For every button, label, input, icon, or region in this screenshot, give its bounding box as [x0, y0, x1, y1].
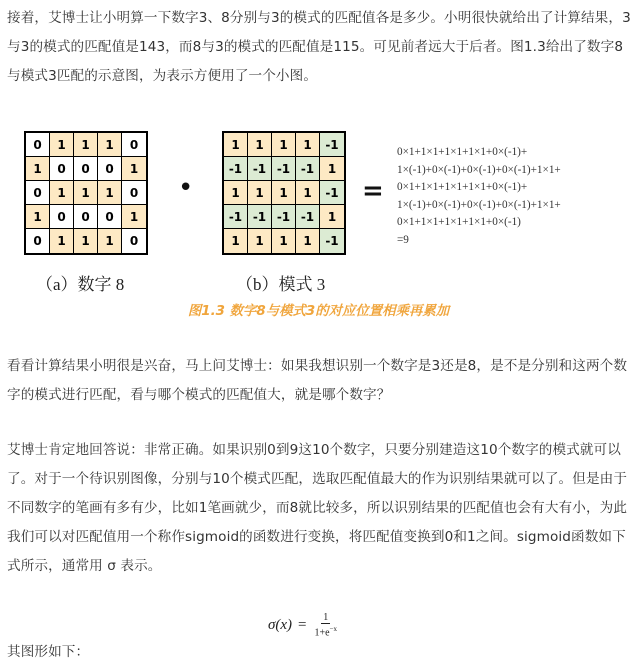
grid_b-cell: 1	[248, 229, 272, 253]
figure-caption: 图1.3 数字8与模式3的对应位置相乘再累加	[187, 304, 450, 319]
pattern-3-grid	[222, 131, 346, 255]
grid_a-cell: 1	[26, 157, 50, 181]
grid_b-cell: 1	[296, 181, 320, 205]
grid_b-cell: 1	[320, 157, 344, 181]
grid_a-cell: 1	[98, 181, 122, 205]
grid_b-cell: -1	[224, 157, 248, 181]
grid_a-cell: 1	[74, 229, 98, 253]
grid_a-cell: 1	[74, 181, 98, 205]
formula-denominator-base: 1+e	[314, 627, 330, 639]
grid_b-cell: 1	[272, 133, 296, 157]
grid_a-cell: 0	[74, 205, 98, 229]
equals-operator: =	[362, 176, 384, 206]
calculation-line: 0×1+1×1+1×1+1×1+0×(-1)+	[397, 146, 528, 158]
grid_a-cell: 0	[98, 157, 122, 181]
paragraph-question: 看看计算结果小明很是兴奋，马上问艾博士：如果我想识别一个数字是3还是8，是不是分别和这两个数字的模式进行匹配，看与哪个模式的匹配值大，就是哪个数字？	[7, 358, 628, 403]
grid_a-cell: 1	[98, 133, 122, 157]
grid_a-cell: 1	[74, 133, 98, 157]
grid_b-cell: -1	[320, 229, 344, 253]
label-pattern-3: （b）模式 3	[236, 275, 326, 294]
grid_a-cell: 0	[26, 181, 50, 205]
sigmoid-formula	[268, 610, 339, 640]
grid_a-cell: 1	[122, 205, 146, 229]
grid_a-cell: 1	[26, 205, 50, 229]
paragraph-graph-intro: 其图形如下：	[7, 644, 90, 660]
grid_b-cell: -1	[296, 157, 320, 181]
grid_a-cell: 0	[122, 229, 146, 253]
grid_b-cell: -1	[296, 205, 320, 229]
grid_a-cell: 0	[98, 205, 122, 229]
grid_a-cell: 1	[50, 229, 74, 253]
calculation-line: 1×(-1)+0×(-1)+0×(-1)+0×(-1)+1×1+	[397, 198, 561, 211]
grid_a-cell: 0	[50, 205, 74, 229]
dot-operator: •	[178, 173, 194, 203]
formula-denominator	[313, 624, 340, 638]
grid_a-cell: 1	[122, 157, 146, 181]
formula-fraction	[313, 612, 340, 638]
grid_b-cell: 1	[296, 133, 320, 157]
grid_a-cell: 0	[26, 229, 50, 253]
grid_a-cell: 1	[98, 229, 122, 253]
grid_a-cell: 0	[50, 157, 74, 181]
grid_b-cell: 1	[224, 181, 248, 205]
grid_b-cell: -1	[224, 205, 248, 229]
grid_b-cell: -1	[320, 133, 344, 157]
digit-8-grid	[24, 131, 148, 255]
calculation-line: 1×(-1)+0×(-1)+0×(-1)+0×(-1)+1×1+	[397, 163, 561, 176]
formula-equals: =	[298, 616, 307, 633]
paragraph-intro: 接着，艾博士让小明算一下数字3、8分别与3的模式的匹配值各是多少。小明很快就给出了计算结果，3与3的模式的匹配值是143，而8与3的模式的匹配值是115。可见前者远大于后者。图1.3给出了数字8与模式3匹配的示意图，为表示方便用了一个小图。	[7, 10, 631, 84]
formula-exponent: −x	[329, 624, 338, 633]
paragraph-answer: 艾博士肯定地回答说：非常正确。如果识别0到9这10个数字，只要分别建造这10个数字的模式就可以了。对于一个待识别图像，分别与10个模式匹配，选取匹配值最大的作为识别结果就可以了。但是由于不同数字的笔画有多有少，比如1笔画就少，而8就比较多，所以识别结果的匹配值也会有大有小，为此我们可以对匹配值用一个称作sigmoid的函数进行变换，将匹配值变换到0和1之间。sigmoid函数如下式所示，通常用 σ 表示。	[7, 442, 628, 574]
grid_b-cell: 1	[296, 229, 320, 253]
calculation-line: =9	[397, 233, 409, 246]
grid_a-cell: 1	[50, 133, 74, 157]
calculation-line: 0×1+1×1+1×1+1×1+0×(-1)	[397, 216, 521, 229]
grid_b-cell: 1	[224, 133, 248, 157]
formula-lhs: σ(x)	[268, 616, 293, 633]
calculation-text	[397, 144, 561, 250]
grid_b-cell: 1	[272, 181, 296, 205]
grid_b-cell: -1	[272, 205, 296, 229]
grid_b-cell: 1	[272, 229, 296, 253]
label-digit-8: （a）数字 8	[36, 275, 125, 294]
grid_b-cell: -1	[272, 157, 296, 181]
grid_a-cell: 0	[26, 133, 50, 157]
calculation-line: 0×1+1×1+1×1+1×1+0×(-1)+	[397, 181, 528, 194]
grid_b-cell: -1	[248, 205, 272, 229]
grid_b-cell: 1	[320, 205, 344, 229]
grid_a-cell: 0	[74, 157, 98, 181]
grid_b-cell: -1	[248, 157, 272, 181]
grid_b-cell: -1	[320, 181, 344, 205]
grid_a-cell: 0	[122, 181, 146, 205]
formula-numerator: 1	[323, 611, 329, 623]
grid_a-cell: 0	[122, 133, 146, 157]
grid_b-cell: 1	[248, 181, 272, 205]
grid_a-cell: 1	[50, 181, 74, 205]
grid_b-cell: 1	[248, 133, 272, 157]
grid_b-cell: 1	[224, 229, 248, 253]
